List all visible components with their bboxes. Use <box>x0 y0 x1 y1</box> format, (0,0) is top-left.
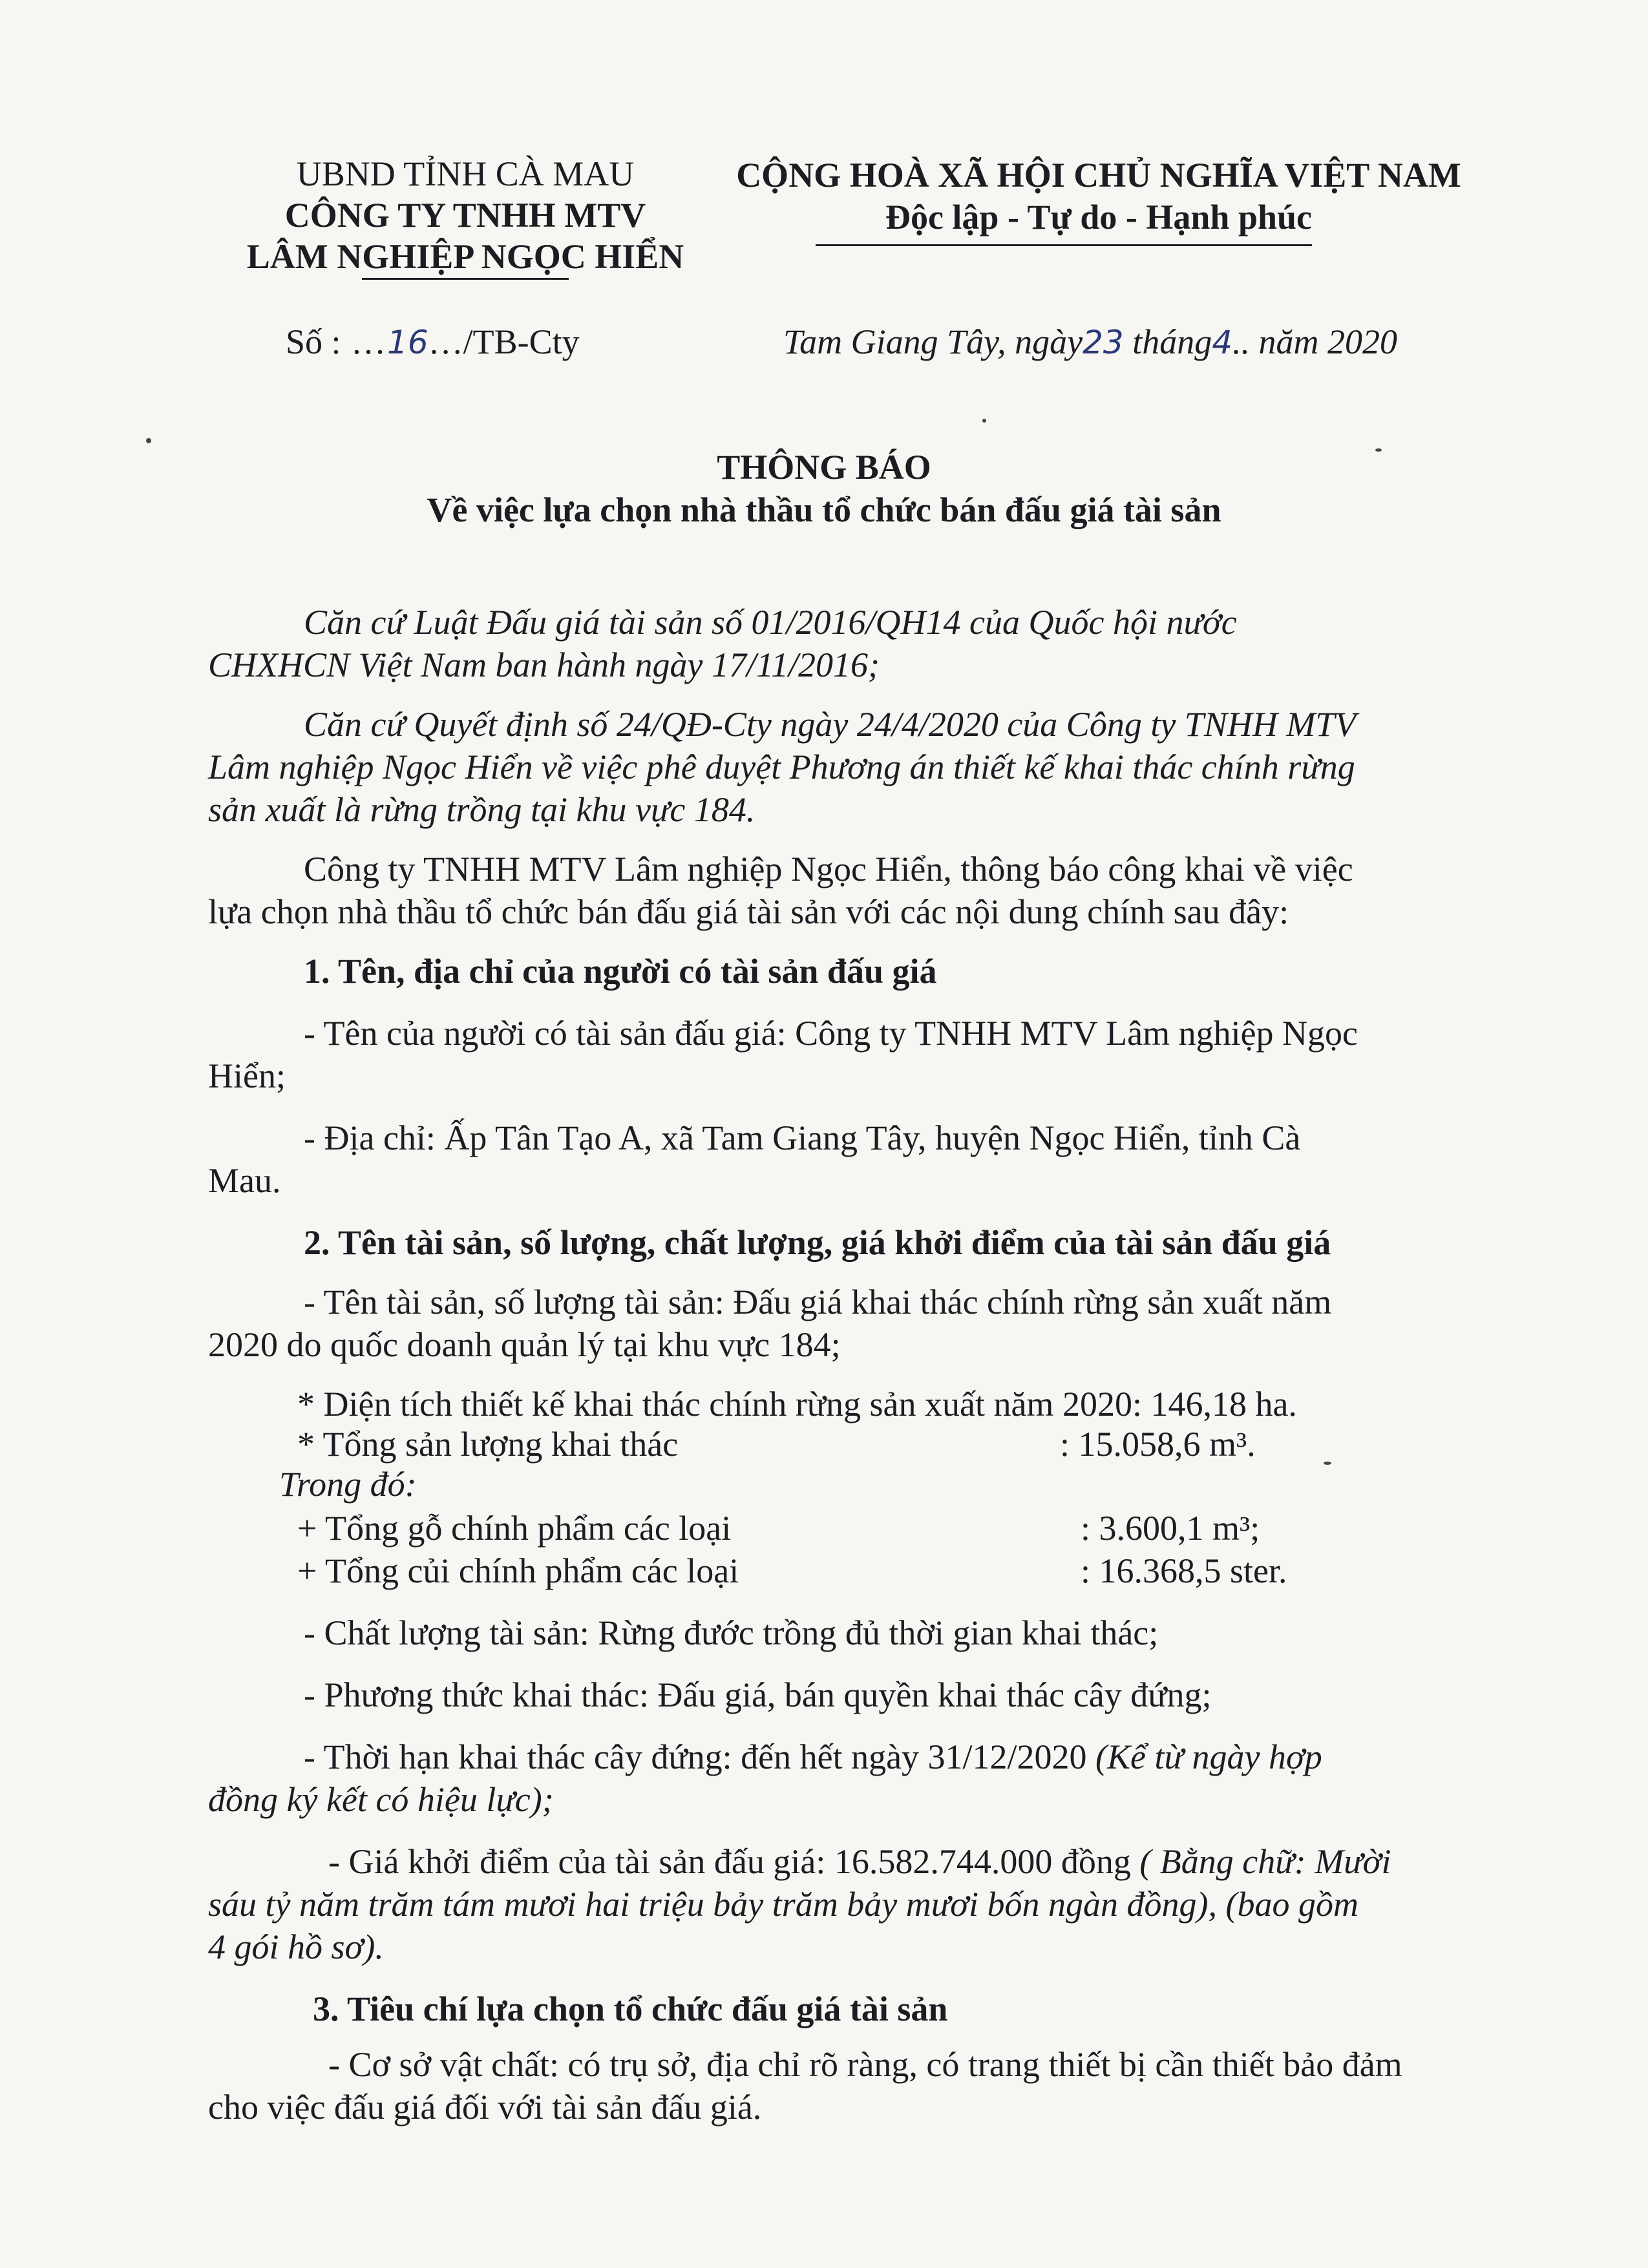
header-right-underline <box>816 244 1312 246</box>
basis-2-line3: sản xuất là rừng trồng tại khu vực 184. <box>208 790 755 829</box>
date-day-handwritten: 23 <box>1083 324 1124 361</box>
scan-speck <box>146 438 151 443</box>
basis-1-line2: CHXHCN Việt Nam ban hành ngày 17/11/2016; <box>208 646 880 684</box>
date-month-handwritten: 4 <box>1212 324 1233 361</box>
starting-price-words-start: ( Bằng chữ: Mười <box>1139 1842 1391 1881</box>
breakdown-label: Trong đó: <box>279 1465 417 1504</box>
document-number-handwritten: 16 <box>387 324 428 361</box>
facility-criteria-line1: - Cơ sở vật chất: có trụ sở, địa chỉ rõ ràng, có trang thiết bị cần thiết bảo đảm <box>328 2045 1402 2084</box>
basis-1-line1: Căn cứ Luật Đấu giá tài sản số 01/2016/QH14 của Quốc hội nước <box>304 603 1237 642</box>
intro-line2: lựa chọn nhà thầu tổ chức bán đấu giá tài sản với các nội dung chính sau đây: <box>208 892 1289 931</box>
total-output-label: * Tổng sản lượng khai thác <box>297 1425 679 1464</box>
total-output-value: : 15.058,6 m³. <box>1060 1425 1256 1464</box>
asset-name-line1: - Tên tài sản, số lượng tài sản: Đấu giá khai thác chính rừng sản xuất năm <box>304 1283 1332 1321</box>
basis-2-line1: Căn cứ Quyết định số 24/QĐ-Cty ngày 24/4/2020 của Công ty TNHH MTV <box>304 705 1357 744</box>
document-number: Số : …16…/TB-Cty <box>286 322 580 361</box>
timber-value: : 3.600,1 m³; <box>1081 1509 1260 1548</box>
scan-speck <box>1324 1462 1331 1465</box>
header-left-underline <box>362 278 569 280</box>
date-year: năm 2020 <box>1258 322 1398 361</box>
intro-line1: Công ty TNHH MTV Lâm nghiệp Ngọc Hiển, thông báo công khai về việc <box>304 850 1353 888</box>
asset-area: * Diện tích thiết kế khai thác chính rừng sản xuất năm 2020: 146,18 ha. <box>297 1385 1297 1423</box>
notice-subtitle: Về việc lựa chọn nhà thầu tổ chức bán đấu giá tài sản <box>427 490 1221 529</box>
harvest-term-line1 <box>304 1737 1322 1777</box>
firewood-label: + Tổng củi chính phẩm các loại <box>297 1551 739 1590</box>
facility-criteria-line2: cho việc đấu giá đối với tài sản đấu giá. <box>208 2088 762 2126</box>
date-place: Tam Giang Tây, ngày <box>783 322 1083 361</box>
starting-price-line3: 4 gói hồ sơ). <box>208 1927 384 1966</box>
firewood-value: : 16.368,5 ster. <box>1081 1551 1287 1590</box>
document-number-prefix: Số : <box>286 322 341 361</box>
harvest-method: - Phương thức khai thác: Đấu giá, bán quyền khai thác cây đứng; <box>304 1675 1212 1714</box>
starting-price-text: - Giá khởi điểm của tài sản đấu giá: 16.582.744.000 đồng <box>328 1842 1140 1881</box>
section-2-heading: 2. Tên tài sản, số lượng, chất lượng, giá khởi điểm của tài sản đấu giá <box>304 1223 1331 1262</box>
date-month-label: tháng <box>1132 322 1212 361</box>
harvest-term-note: (Kể từ ngày hợp <box>1095 1738 1322 1776</box>
agency-name: UBND TỈNH CÀ MAU <box>296 154 635 193</box>
starting-price-line1 <box>328 1842 1391 1882</box>
company-name-line2: LÂM NGHIỆP NGỌC HIỂN <box>246 237 684 276</box>
asset-name-line2: 2020 do quốc doanh quản lý tại khu vực 184; <box>208 1325 841 1364</box>
national-title: CỘNG HOÀ XÃ HỘI CHỦ NGHĨA VIỆT NAM <box>736 156 1461 194</box>
scan-speck <box>982 419 986 423</box>
timber-label: + Tổng gỗ chính phẩm các loại <box>297 1509 732 1548</box>
harvest-term-text: - Thời hạn khai thác cây đứng: đến hết ngày 31/12/2020 <box>304 1738 1096 1776</box>
company-name-line1: CÔNG TY TNHH MTV <box>284 196 646 235</box>
owner-name-line2: Hiển; <box>208 1056 286 1095</box>
owner-address-line2: Mau. <box>208 1161 281 1200</box>
harvest-term-line2: đồng ký kết có hiệu lực); <box>208 1780 554 1819</box>
starting-price-line2: sáu tỷ năm trăm tám mươi hai triệu bảy trăm bảy mươi bốn ngàn đồng), (bao gồm <box>208 1885 1358 1924</box>
basis-2-line2: Lâm nghiệp Ngọc Hiển về việc phê duyệt Phương án thiết kế khai thác chính rừng <box>208 748 1355 786</box>
document-number-suffix: /TB-Cty <box>463 322 580 361</box>
section-3-heading: 3. Tiêu chí lựa chọn tổ chức đấu giá tài sản <box>313 1990 948 2028</box>
notice-title: THÔNG BÁO <box>717 448 931 487</box>
asset-quality: - Chất lượng tài sản: Rừng đước trồng đủ thời gian khai thác; <box>304 1613 1159 1652</box>
owner-address-line1: - Địa chỉ: Ấp Tân Tạo A, xã Tam Giang Tây, huyện Ngọc Hiển, tỉnh Cà <box>304 1118 1301 1157</box>
section-1-heading: 1. Tên, địa chỉ của người có tài sản đấu giá <box>304 952 937 991</box>
national-motto: Độc lập - Tự do - Hạnh phúc <box>885 198 1313 236</box>
scan-speck <box>1375 448 1382 452</box>
owner-name-line1: - Tên của người có tài sản đấu giá: Công ty TNHH MTV Lâm nghiệp Ngọc <box>304 1014 1358 1053</box>
document-date: Tam Giang Tây, ngày23 tháng4.. năm 2020 <box>783 322 1398 361</box>
